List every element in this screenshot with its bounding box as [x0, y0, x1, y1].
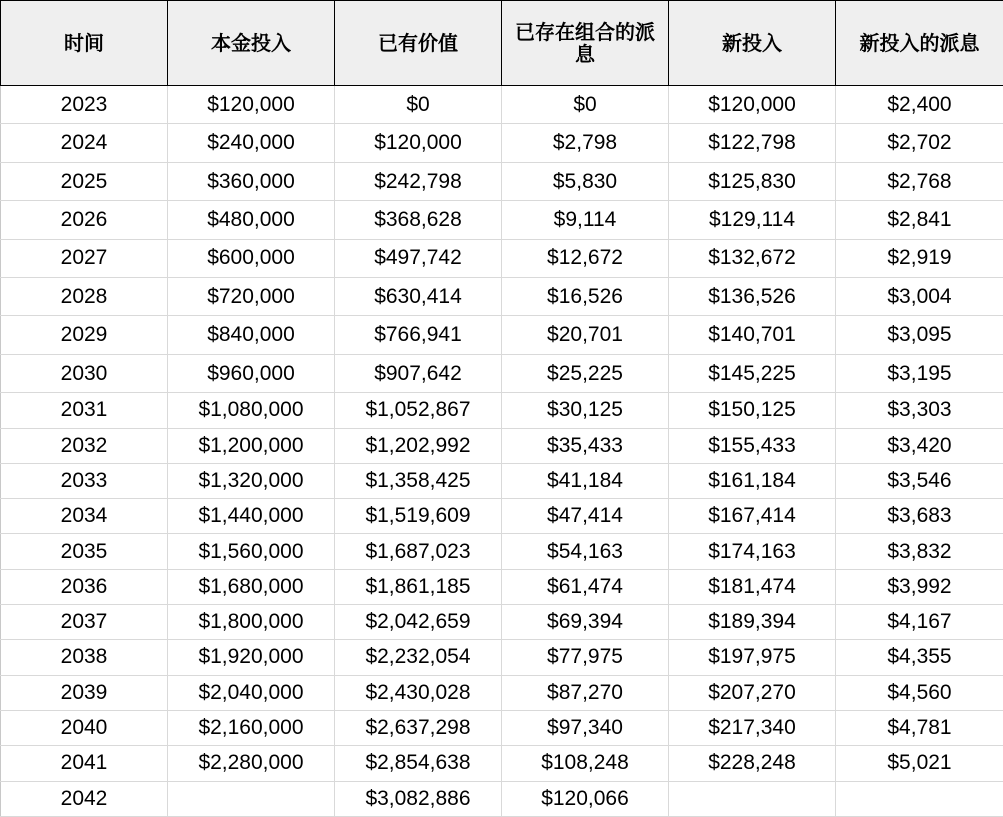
table-row	[1, 569, 1003, 604]
cell-principal[interactable]: $1,440,000	[168, 499, 335, 534]
cell-new-dividend[interactable]: $3,303	[836, 393, 1003, 428]
cell-new-investment[interactable]: $161,184	[669, 463, 836, 498]
cell-year[interactable]: 2025	[1, 162, 168, 200]
cell-existing-dividend[interactable]: $25,225	[502, 354, 669, 392]
cell-new-dividend[interactable]: $3,095	[836, 316, 1003, 354]
cell-new-dividend[interactable]: $3,683	[836, 499, 1003, 534]
table-row	[1, 162, 1003, 200]
cell-new-dividend[interactable]: $4,355	[836, 640, 1003, 675]
cell-year[interactable]: 2023	[1, 86, 168, 124]
table-row	[1, 124, 1003, 162]
table-row	[1, 239, 1003, 277]
cell-existing-value[interactable]: $2,854,638	[335, 746, 502, 781]
cell-existing-dividend[interactable]: $108,248	[502, 746, 669, 781]
cell-year[interactable]: 2030	[1, 354, 168, 392]
cell-new-investment[interactable]: $122,798	[669, 124, 836, 162]
cell-existing-value[interactable]: $3,082,886	[335, 781, 502, 816]
cell-new-investment[interactable]	[669, 781, 836, 816]
cell-year[interactable]: 2035	[1, 534, 168, 569]
cell-principal[interactable]: $960,000	[168, 354, 335, 392]
cell-existing-dividend[interactable]: $12,672	[502, 239, 669, 277]
cell-year[interactable]: 2038	[1, 640, 168, 675]
cell-principal[interactable]: $360,000	[168, 162, 335, 200]
cell-year[interactable]: 2029	[1, 316, 168, 354]
cell-new-investment[interactable]: $155,433	[669, 428, 836, 463]
table-row	[1, 86, 1003, 124]
cell-existing-value[interactable]: $1,052,867	[335, 393, 502, 428]
cell-new-dividend[interactable]: $4,167	[836, 605, 1003, 640]
table-row	[1, 354, 1003, 392]
cell-new-dividend[interactable]: $2,841	[836, 201, 1003, 239]
cell-principal[interactable]: $1,560,000	[168, 534, 335, 569]
cell-existing-value[interactable]: $1,861,185	[335, 569, 502, 604]
cell-existing-value[interactable]: $1,519,609	[335, 499, 502, 534]
cell-principal[interactable]	[168, 781, 335, 816]
cell-principal[interactable]: $120,000	[168, 86, 335, 124]
cell-existing-value[interactable]: $0	[335, 86, 502, 124]
cell-new-dividend[interactable]: $2,919	[836, 239, 1003, 277]
cell-existing-dividend[interactable]: $0	[502, 86, 669, 124]
table-row	[1, 393, 1003, 428]
cell-year[interactable]: 2042	[1, 781, 168, 816]
cell-existing-value[interactable]: $120,000	[335, 124, 502, 162]
cell-year[interactable]: 2027	[1, 239, 168, 277]
table-header	[1, 1, 1003, 86]
cell-new-investment[interactable]: $140,701	[669, 316, 836, 354]
cell-existing-dividend[interactable]: $30,125	[502, 393, 669, 428]
cell-new-dividend[interactable]: $3,832	[836, 534, 1003, 569]
cell-existing-dividend[interactable]: $97,340	[502, 710, 669, 745]
cell-new-dividend[interactable]: $5,021	[836, 746, 1003, 781]
cell-year[interactable]: 2039	[1, 675, 168, 710]
cell-existing-value[interactable]: $1,358,425	[335, 463, 502, 498]
cell-principal[interactable]: $1,320,000	[168, 463, 335, 498]
cell-new-investment[interactable]: $129,114	[669, 201, 836, 239]
cell-existing-dividend[interactable]: $5,830	[502, 162, 669, 200]
cell-existing-value[interactable]: $2,637,298	[335, 710, 502, 745]
cell-existing-value[interactable]: $1,202,992	[335, 428, 502, 463]
cell-existing-value[interactable]: $2,232,054	[335, 640, 502, 675]
table-row	[1, 499, 1003, 534]
table-body	[1, 86, 1003, 817]
cell-new-dividend[interactable]: $3,004	[836, 278, 1003, 316]
cell-existing-dividend[interactable]: $41,184	[502, 463, 669, 498]
cell-year[interactable]: 2040	[1, 710, 168, 745]
cell-principal[interactable]: $1,680,000	[168, 569, 335, 604]
header-principal[interactable]: 本金投入	[168, 1, 335, 86]
cell-new-investment[interactable]: $136,526	[669, 278, 836, 316]
table-row	[1, 675, 1003, 710]
cell-existing-value[interactable]: $630,414	[335, 278, 502, 316]
cell-new-dividend[interactable]: $3,195	[836, 354, 1003, 392]
table-row	[1, 534, 1003, 569]
cell-principal[interactable]: $2,160,000	[168, 710, 335, 745]
table-row	[1, 710, 1003, 745]
header-new-dividend[interactable]: 新投入的派息	[836, 1, 1003, 86]
cell-existing-dividend[interactable]: $9,114	[502, 201, 669, 239]
table-row	[1, 605, 1003, 640]
cell-principal[interactable]: $1,800,000	[168, 605, 335, 640]
cell-new-dividend[interactable]: $4,560	[836, 675, 1003, 710]
table-row	[1, 781, 1003, 816]
cell-existing-value[interactable]: $2,042,659	[335, 605, 502, 640]
cell-new-dividend[interactable]: $3,420	[836, 428, 1003, 463]
cell-existing-dividend[interactable]: $16,526	[502, 278, 669, 316]
cell-existing-value[interactable]: $368,628	[335, 201, 502, 239]
cell-new-investment[interactable]: $150,125	[669, 393, 836, 428]
cell-new-investment[interactable]: $197,975	[669, 640, 836, 675]
cell-existing-dividend[interactable]: $54,163	[502, 534, 669, 569]
cell-existing-dividend[interactable]: $69,394	[502, 605, 669, 640]
cell-existing-value[interactable]: $497,742	[335, 239, 502, 277]
cell-year[interactable]: 2034	[1, 499, 168, 534]
table-row	[1, 428, 1003, 463]
cell-new-investment[interactable]: $189,394	[669, 605, 836, 640]
cell-existing-dividend[interactable]: $61,474	[502, 569, 669, 604]
cell-year[interactable]: 2032	[1, 428, 168, 463]
cell-new-investment[interactable]: $207,270	[669, 675, 836, 710]
cell-principal[interactable]: $1,080,000	[168, 393, 335, 428]
cell-existing-value[interactable]: $2,430,028	[335, 675, 502, 710]
table-row	[1, 640, 1003, 675]
cell-principal[interactable]: $2,040,000	[168, 675, 335, 710]
cell-principal[interactable]: $840,000	[168, 316, 335, 354]
table-row	[1, 278, 1003, 316]
cell-new-dividend[interactable]: $2,768	[836, 162, 1003, 200]
cell-new-dividend[interactable]: $4,781	[836, 710, 1003, 745]
header-new-investment[interactable]: 新投入	[669, 1, 836, 86]
cell-principal[interactable]: $1,200,000	[168, 428, 335, 463]
cell-existing-value[interactable]: $1,687,023	[335, 534, 502, 569]
header-row	[1, 1, 1003, 86]
cell-existing-dividend[interactable]: $35,433	[502, 428, 669, 463]
cell-existing-dividend[interactable]: $77,975	[502, 640, 669, 675]
cell-new-dividend[interactable]: $3,546	[836, 463, 1003, 498]
cell-existing-dividend[interactable]: $2,798	[502, 124, 669, 162]
cell-new-investment[interactable]: $125,830	[669, 162, 836, 200]
cell-principal[interactable]: $480,000	[168, 201, 335, 239]
cell-principal[interactable]: $600,000	[168, 239, 335, 277]
cell-existing-dividend[interactable]: $47,414	[502, 499, 669, 534]
cell-year[interactable]: 2024	[1, 124, 168, 162]
table-row	[1, 316, 1003, 354]
cell-existing-value[interactable]: $907,642	[335, 354, 502, 392]
cell-year[interactable]: 2028	[1, 278, 168, 316]
cell-year[interactable]: 2036	[1, 569, 168, 604]
cell-new-investment[interactable]: $145,225	[669, 354, 836, 392]
cell-new-investment[interactable]: $181,474	[669, 569, 836, 604]
cell-new-dividend[interactable]: $2,702	[836, 124, 1003, 162]
cell-year[interactable]: 2037	[1, 605, 168, 640]
cell-principal[interactable]: $240,000	[168, 124, 335, 162]
cell-existing-dividend[interactable]: $87,270	[502, 675, 669, 710]
cell-new-investment[interactable]: $174,163	[669, 534, 836, 569]
cell-existing-dividend[interactable]: $120,066	[502, 781, 669, 816]
cell-year[interactable]: 2026	[1, 201, 168, 239]
cell-new-dividend[interactable]: $2,400	[836, 86, 1003, 124]
cell-new-investment[interactable]: $132,672	[669, 239, 836, 277]
cell-new-investment[interactable]: $217,340	[669, 710, 836, 745]
cell-year[interactable]: 2033	[1, 463, 168, 498]
cell-existing-dividend[interactable]: $20,701	[502, 316, 669, 354]
cell-new-investment[interactable]: $228,248	[669, 746, 836, 781]
cell-new-investment[interactable]: $120,000	[669, 86, 836, 124]
cell-principal[interactable]: $720,000	[168, 278, 335, 316]
cell-year[interactable]: 2041	[1, 746, 168, 781]
cell-existing-value[interactable]: $766,941	[335, 316, 502, 354]
cell-principal[interactable]: $2,280,000	[168, 746, 335, 781]
header-year[interactable]: 时间	[1, 1, 168, 86]
cell-year[interactable]: 2031	[1, 393, 168, 428]
table-row	[1, 201, 1003, 239]
header-existing-dividend[interactable]: 已存在组合的派息	[502, 1, 669, 86]
cell-existing-value[interactable]: $242,798	[335, 162, 502, 200]
table-row	[1, 746, 1003, 781]
cell-new-investment[interactable]: $167,414	[669, 499, 836, 534]
header-existing-value[interactable]: 已有价值	[335, 1, 502, 86]
cell-principal[interactable]: $1,920,000	[168, 640, 335, 675]
cell-new-dividend[interactable]	[836, 781, 1003, 816]
table-row	[1, 463, 1003, 498]
cell-new-dividend[interactable]: $3,992	[836, 569, 1003, 604]
